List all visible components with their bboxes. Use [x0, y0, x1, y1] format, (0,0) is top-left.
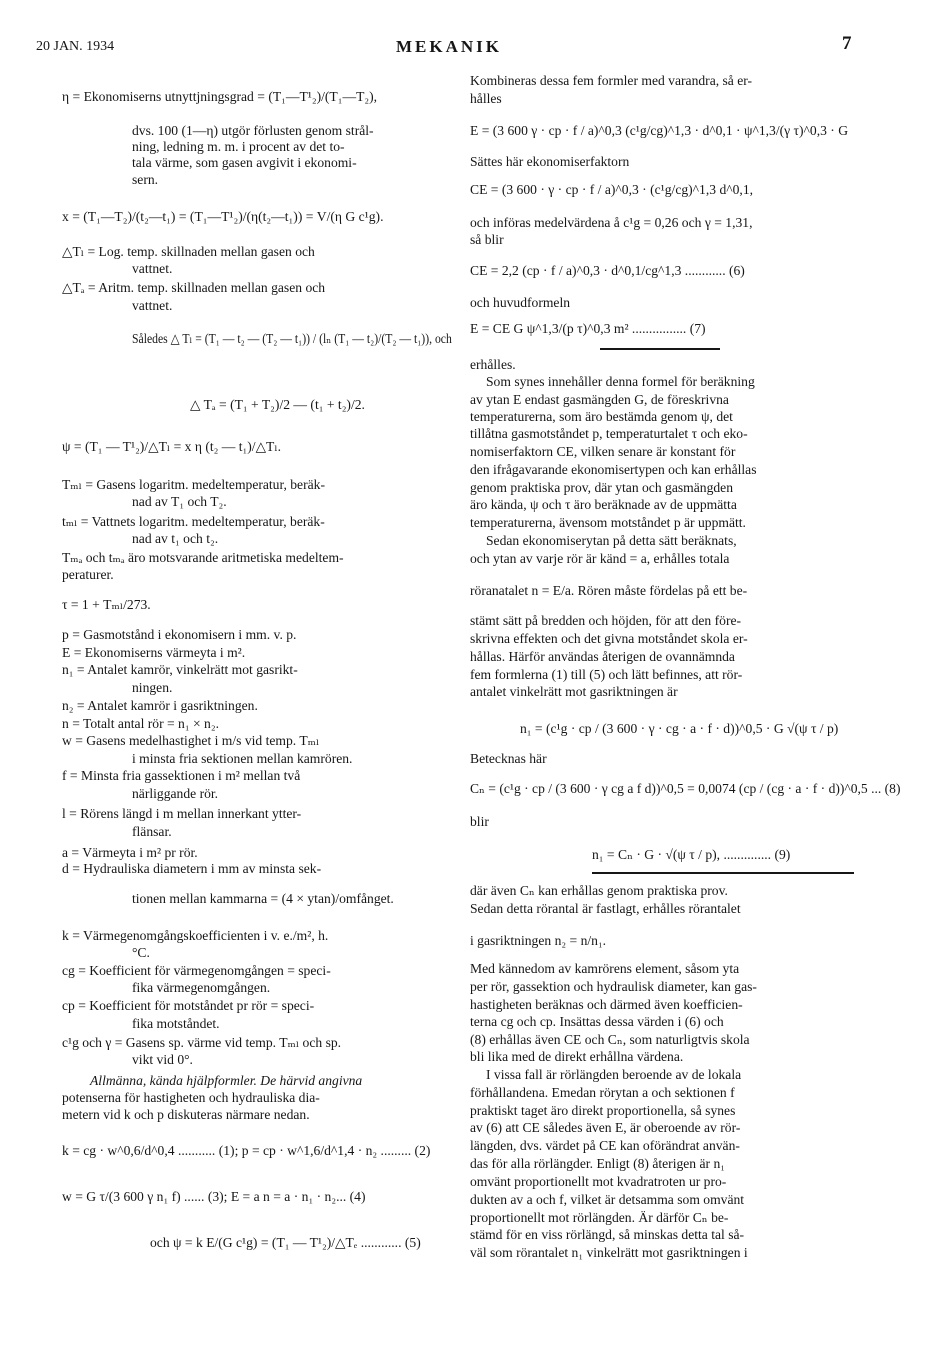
right-line: röranatalet n = E/a. Rören måste fördelas på ett be-	[470, 583, 748, 598]
left-line: η = Ekonomiserns utnyttjningsgrad = (T₁—T¹₂)/(T₁—T₂),	[62, 89, 378, 104]
left-line: Allmänna, kända hjälpformler. De härvid angivna	[90, 1073, 363, 1088]
right-line: temperaturerna, som äro bestämda genom ψ, det	[470, 409, 733, 424]
left-line: ψ = (T₁ — T¹₂)/△Tₗ = x η (t₂ — t₁)/△Tₗ.	[62, 439, 282, 454]
left-line: cp = Koefficient för motståndet pr rör = speci-	[62, 998, 315, 1013]
right-line: Cₙ = (c¹g · cp / (3 600 · γ cg a f d))^0,5 = 0,0074 (cp / (cg · a · f · d))^0,5 ... (8)	[470, 781, 901, 796]
right-line: och införas medelvärdena å c¹g = 0,26 och γ = 1,31,	[470, 215, 753, 230]
right-line: bli lika med de direkt erhållna värdena.	[470, 1049, 684, 1064]
right-line: Med kännedom av kamrörens element, såsom yta	[470, 961, 740, 976]
left-line: n₁ = Antalet kamrör, vinkelrätt mot gasrikt-	[62, 662, 298, 677]
right-line: temperaturerna, ävensom motståndet p är uppmätt.	[470, 515, 746, 530]
right-line: nomiserfaktorn CE, vilken senare är konstant för	[470, 444, 736, 459]
header-title: MEKANIK	[396, 37, 502, 56]
left-line: k = cg · w^0,6/d^0,4 ........... (1); p = cp · w^1,6/d^1,4 · n₂ ......... (2)	[62, 1143, 431, 1158]
left-line: fika motståndet.	[132, 1016, 220, 1031]
left-line: p = Gasmotstånd i ekonomisern i mm. v. p.	[62, 627, 297, 642]
left-line: w = G τ/(3 600 γ n₁ f) ...... (3); E = a n = a · n₁ · n₂... (4)	[62, 1189, 366, 1204]
left-line: ningen.	[132, 680, 173, 695]
left-line: ning, ledning m. m. i procent av det to-	[132, 139, 345, 154]
left-line: °C.	[132, 945, 150, 960]
left-line: flänsar.	[132, 824, 172, 839]
left-line: nad av t₁ och t₂.	[132, 531, 219, 546]
left-line: l = Rörens längd i m mellan innerkant ytter-	[62, 806, 302, 821]
left-line: dvs. 100 (1—η) utgör förlusten genom strål-	[132, 123, 374, 138]
left-line: n = Totalt antal rör = n₁ × n₂.	[62, 716, 219, 731]
right-line: skrivna effekten och det givna motståndet skola er-	[470, 631, 748, 646]
right-line: E = (3 600 γ · cp · f / a)^0,3 (c¹g/cg)^1,3 · d^0,1 · ψ^1,3/(γ τ)^0,3 · G	[470, 123, 849, 138]
left-line: tionen mellan kammarna = (4 × ytan)/omfånget.	[132, 891, 394, 906]
right-line: i gasriktningen n₂ = n/n₁.	[470, 933, 607, 948]
left-line: E = Ekonomiserns värmeyta i m².	[62, 645, 246, 660]
left-line: k = Värmegenomgångskoefficienten i v. e./m², h.	[62, 928, 329, 943]
left-line: metern vid k och p diskuteras närmare nedan.	[62, 1107, 310, 1122]
right-line: så blir	[470, 232, 504, 247]
left-line: τ = 1 + Tₘₗ/273.	[62, 597, 151, 612]
left-line: tala värme, som gasen avgivit i ekonomi-	[132, 155, 357, 170]
formula-underline	[600, 348, 720, 350]
right-line: tillåtna gasmotståndet p, temperaturtalet τ och eko-	[470, 426, 748, 441]
left-line: tₘₗ = Vattnets logaritm. medeltemperatur, beräk-	[62, 514, 325, 529]
right-line: och huvudformeln	[470, 295, 571, 310]
left-line: w = Gasens medelhastighet i m/s vid temp. Tₘₗ	[62, 733, 320, 748]
right-line: das för alla rörlängder. Enligt (8) återigen är n₁	[470, 1156, 725, 1171]
left-line: △ Tₐ = (T₁ + T₂)/2 — (t₁ + t₂)/2.	[190, 397, 365, 412]
left-line: sern.	[132, 172, 159, 187]
left-line: och ψ = k E/(G c¹g) = (T₁ — T¹₂)/△Tₑ ............ (5)	[150, 1235, 421, 1250]
left-line: x = (T₁—T₂)/(t₂—t₁) = (T₁—T¹₂)/(η(t₂—t₁)) = V/(η G c¹g).	[62, 209, 384, 224]
left-line: nad av T₁ och T₂.	[132, 494, 227, 509]
right-line: av (6) att CE således även E, är oberoende av rör-	[470, 1120, 741, 1135]
right-line: Sedan ekonomiserytan på detta sätt beräknats,	[486, 533, 737, 548]
left-line: Tₘₗ = Gasens logaritm. medeltemperatur, beräk-	[62, 477, 325, 492]
right-line: äro kända, ψ och τ äro beräknade av de uppmätta	[470, 497, 737, 512]
right-line: genom praktiska prov, där ytan och gasmängden	[470, 480, 733, 495]
right-line: CE = (3 600 · γ · cp · f / a)^0,3 · (c¹g/cg)^1,3 d^0,1,	[470, 182, 754, 197]
left-line: Således △ Tₗ = (T₁ — t₂ — (T₂ — t₁)) / (lₙ (T₁ — t₂)/(T₂ — t₁)), och	[132, 331, 452, 346]
right-line: den ifrågavarande ekonomisertypen och kan erhållas	[470, 462, 757, 477]
left-line: potenserna för hastigheten och hydrauliska dia-	[62, 1090, 320, 1105]
left-line: vikt vid 0°.	[132, 1052, 193, 1067]
right-line: Sedan detta rörantal är fastlagt, erhålles rörantalet	[470, 901, 741, 916]
left-line: peraturer.	[62, 567, 114, 582]
right-line: Kombineras dessa fem formler med varandra, så er-	[470, 73, 753, 88]
header-date: 20 JAN. 1934	[36, 39, 115, 54]
right-line: I vissa fall är rörlängden beroende av de lokala	[486, 1067, 742, 1082]
right-line: antalet vinkelrätt mot gasriktningen är	[470, 684, 678, 699]
right-line: väl som rörantalet n₁ vinkelrätt mot gasriktningen i	[470, 1245, 748, 1260]
right-line: förhållandena. Emedan rörytan a och sektionen f	[470, 1085, 735, 1100]
right-line: CE = 2,2 (cp · f / a)^0,3 · d^0,1/cg^1,3 ............ (6)	[470, 263, 745, 278]
left-line: vattnet.	[132, 298, 173, 313]
right-line: proportionellt mot rörlängden. Är därför Cₙ be-	[470, 1210, 729, 1225]
right-line: Sättes här ekonomiserfaktorn	[470, 154, 630, 169]
left-line: vattnet.	[132, 261, 173, 276]
right-line: stämd för en viss rörlängd, så minskas detta tal så-	[470, 1227, 745, 1242]
right-line: längden, dvs. värdet på CE kan oförändrat använ-	[470, 1138, 740, 1153]
formula-underline	[592, 872, 854, 874]
right-line: terna cg och cp. Insättas dessa värden i (6) och	[470, 1014, 724, 1029]
left-line: d = Hydrauliska diametern i mm av minsta sek-	[62, 861, 322, 876]
right-line: n₁ = (c¹g · cp / (3 600 · γ · cg · a · f · d))^0,5 · G √(ψ τ / p)	[520, 721, 839, 736]
right-line: erhålles.	[470, 357, 516, 372]
left-line: n₂ = Antalet kamrör i gasriktningen.	[62, 698, 258, 713]
right-line: dukten av a och f, vilket är detsamma som omvänt	[470, 1192, 745, 1207]
right-line: fem formlerna (1) till (5) och lätt befinnes, att rör-	[470, 667, 743, 682]
left-line: a = Värmeyta i m² pr rör.	[62, 845, 198, 860]
right-line: av ytan E endast gasmängden G, de föreskrivna	[470, 392, 729, 407]
right-line: och ytan av varje rör är känd = a, erhålles totala	[470, 551, 730, 566]
left-line: c¹g och γ = Gasens sp. värme vid temp. Tₘₗ och sp.	[62, 1035, 342, 1050]
right-line: hastigheten beräknas och därmed även koefficien-	[470, 997, 743, 1012]
right-line: Betecknas här	[470, 751, 547, 766]
left-line: cg = Koefficient för värmegenomgången = speci-	[62, 963, 331, 978]
right-line: praktiskt taget äro direkt proportionella, så synes	[470, 1103, 736, 1118]
right-line: blir	[470, 814, 489, 829]
left-line: Tₘₐ och tₘₐ äro motsvarande aritmetiska medeltem-	[62, 550, 344, 565]
right-line: Som synes innehåller denna formel för beräkning	[486, 374, 755, 389]
left-line: i minsta fria sektionen mellan kamrören.	[132, 751, 353, 766]
right-line: stämt sätt på bredden och höjden, för att den före-	[470, 613, 742, 628]
right-line: där även Cₙ kan erhållas genom praktiska prov.	[470, 883, 728, 898]
left-line: △Tₗ = Log. temp. skillnaden mellan gasen och	[62, 244, 315, 259]
right-line: hålles	[470, 91, 502, 106]
right-line: (8) erhållas även CE och Cₙ, som naturligtvis skola	[470, 1032, 750, 1047]
right-line: n₁ = Cₙ · G · √(ψ τ / p), .............. (9)	[592, 847, 791, 862]
left-line: närliggande rör.	[132, 786, 219, 801]
right-line: per rör, gassektion och hydraulisk diameter, kan gas-	[470, 979, 757, 994]
right-line: omvänt proportionellt mot kvadratroten ur pro-	[470, 1174, 727, 1189]
page-number: 7	[842, 33, 852, 54]
left-line: △Tₐ = Aritm. temp. skillnaden mellan gasen och	[62, 280, 326, 295]
right-line: hållas. Härför användas återigen de ovannämnda	[470, 649, 735, 664]
left-line: fika värmegenomgången.	[132, 980, 271, 995]
right-line: E = CE G ψ^1,3/(p τ)^0,3 m² ................ (7)	[470, 321, 706, 336]
left-line: f = Minsta fria gassektionen i m² mellan två	[62, 768, 301, 783]
